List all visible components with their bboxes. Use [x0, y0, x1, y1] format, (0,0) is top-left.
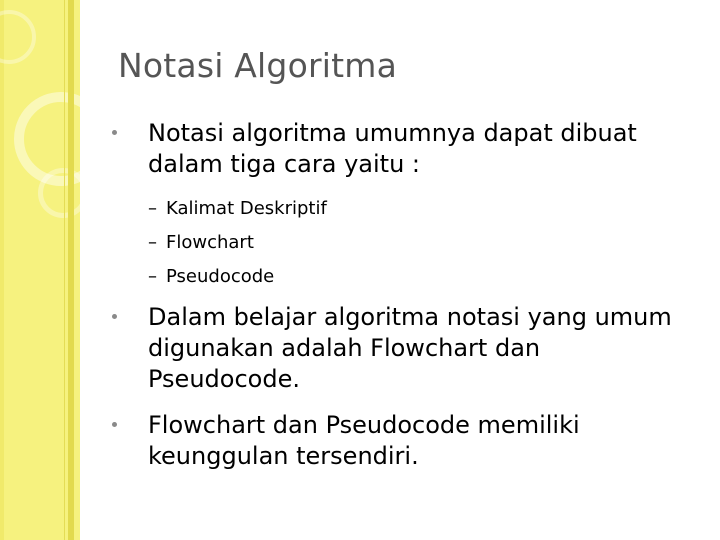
side-decoration-line: [64, 0, 65, 540]
bullet-text: [148, 118, 637, 180]
bullet-text: [148, 302, 672, 395]
sub-item-label: Flowchart: [166, 232, 254, 253]
bullet-dot-icon: [112, 422, 117, 427]
bullet-dot-icon: [112, 130, 117, 135]
side-decoration-band: [0, 0, 80, 540]
sub-item: [148, 197, 327, 221]
bullet-text: [148, 410, 580, 472]
dash-icon: –: [148, 232, 157, 253]
sub-item-label: Pseudocode: [166, 266, 275, 287]
side-decoration-line: [0, 0, 4, 540]
bullet-line: Notasi algoritma umumnya dapat dibuat: [148, 119, 637, 147]
sub-item-label: Kalimat Deskriptif: [166, 198, 327, 219]
title-divider: [118, 96, 678, 97]
sub-item: [148, 265, 274, 289]
dash-icon: –: [148, 198, 157, 219]
side-decoration-line: [68, 0, 74, 540]
slide-title: Notasi Algoritma: [118, 46, 398, 85]
bullet-line: Flowchart dan Pseudocode memiliki: [148, 411, 580, 439]
dash-icon: –: [148, 266, 157, 287]
sub-item: [148, 231, 254, 255]
bullet-dot-icon: [112, 314, 117, 319]
bullet-line: Pseudocode.: [148, 365, 300, 393]
decorative-circle-icon: [0, 10, 36, 64]
bullet-line: keunggulan tersendiri.: [148, 442, 419, 470]
bullet-line: Dalam belajar algoritma notasi yang umum: [148, 303, 672, 331]
bullet-line: digunakan adalah Flowchart dan: [148, 334, 541, 362]
bullet-line: dalam tiga cara yaitu :: [148, 150, 420, 178]
